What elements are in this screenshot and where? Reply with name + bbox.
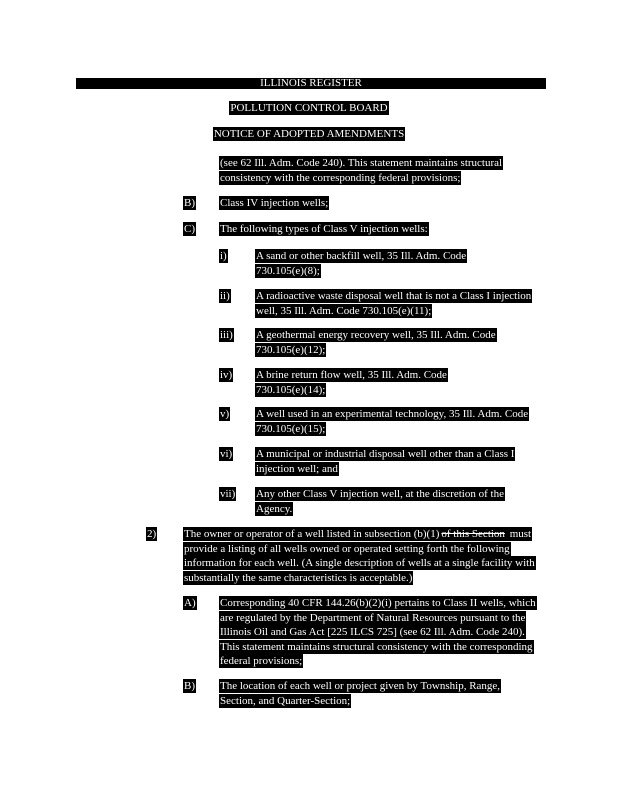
subitem-text: A brine return flow well, 35 Ill. Adm. Code 730.105(e)(14); (256, 369, 447, 396)
item-2a-label: A) (184, 597, 196, 609)
continuation-paragraph: (see 62 Ill. Adm. Code 240). This statement maintains structural consistency with the corresponding federal provisions; (220, 157, 503, 184)
notice-title: NOTICE OF ADOPTED AMENDMENTS (213, 128, 405, 140)
subitem-label: iii) (220, 329, 233, 341)
subitem-label: ii) (220, 290, 230, 302)
struck-text: of this Section (441, 528, 505, 540)
item-2a-text: Corresponding 40 CFR 144.26(b)(2)(i) pertains to Class II wells, which are regulated by the Department of Natural Resources pursuant to the Illinois Oil and Gas Act [225 ILCS 725] (see 62 Ill. Adm. Code 240). This statement maintains structural consistency with the corresponding federal provisions; (220, 597, 536, 667)
register-title: ILLINOIS REGISTER (260, 77, 362, 89)
subitem-text: A radioactive waste disposal well that is not a Class I injection well, 35 Ill. Adm. Code 730.105(e)(11); (256, 290, 532, 317)
subitem-text: A well used in an experimental technology, 35 Ill. Adm. Code 730.105(e)(15); (256, 408, 529, 435)
item-2-label: 2) (147, 528, 157, 540)
board-title-line (0, 101, 618, 116)
notice-title-line (0, 127, 618, 142)
subitem-label: vii) (220, 488, 236, 500)
subitem-label: vi) (220, 448, 233, 460)
subitem-label: iv) (220, 369, 233, 381)
subitem-text: A municipal or industrial disposal well other than a Class I injection well; and (256, 448, 515, 475)
board-title: POLLUTION CONTROL BOARD (230, 102, 388, 114)
item-b-label: B) (184, 197, 195, 209)
item-c-label: C) (184, 223, 195, 235)
subitem-text: Any other Class V injection well, at the discretion of the Agency. (256, 488, 504, 515)
item-c-text: The following types of Class V injection wells: (220, 223, 428, 235)
subitem-text: A geothermal energy recovery well, 35 Ill. Adm. Code 730.105(e)(12); (256, 329, 496, 356)
item-2-text: The owner or operator of a well listed in subsection (b)(1) of this Section must provide a listing of all wells owned or operated setting forth the following information for each well. (A single description of wells at a single facility with substantially the same characteristics is acceptable.) (184, 528, 535, 584)
item-2b-text: The location of each well or project given by Township, Range, Section, and Quarter-Section; (220, 680, 501, 707)
subitem-label: i) (220, 250, 227, 262)
item-b-text: Class IV injection wells; (220, 197, 329, 209)
subitem-text: A sand or other backfill well, 35 Ill. Adm. Code 730.105(e)(8); (256, 250, 467, 277)
subitem-label: v) (220, 408, 230, 420)
item-2b-label: B) (184, 680, 195, 692)
